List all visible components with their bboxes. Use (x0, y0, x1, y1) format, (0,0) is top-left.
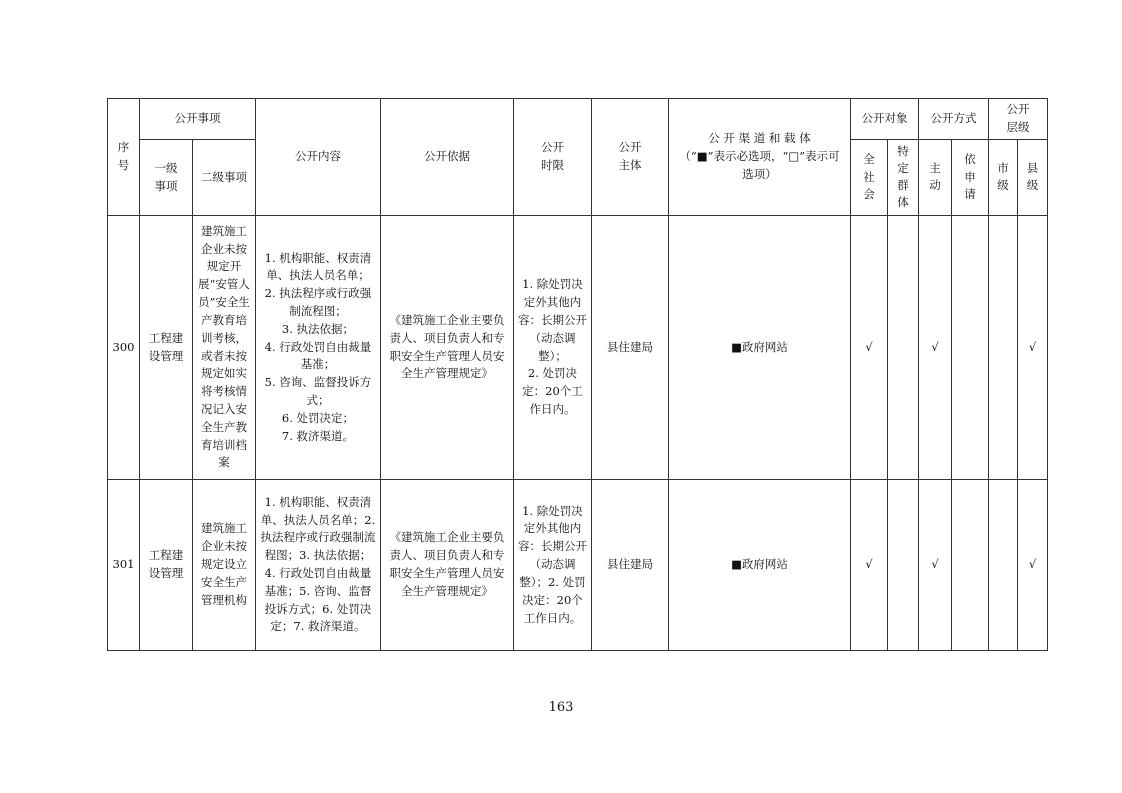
row-all-society: √ (851, 480, 888, 651)
header-row-1 (108, 99, 1048, 140)
header-items: 公开事项 (140, 99, 256, 140)
row-all-society: √ (851, 216, 888, 480)
header-content: 公开内容 (256, 99, 381, 216)
row-county: √ (1018, 480, 1048, 651)
row-basis: 《建筑施工企业主要负责人、项目负责人和专职安全生产管理人员安全生产管理规定》 (381, 480, 514, 651)
row-subject: 县住建局 (592, 216, 669, 480)
row-time-limit: 1. 除处罚决定外其他内容：长期公开（动态调整）；2. 处罚决定：20个工作日内。 (514, 480, 592, 651)
row-seq: 301 (108, 480, 140, 651)
row-channel: ■政府网站 (669, 480, 851, 651)
row-county: √ (1018, 216, 1048, 480)
row-active: √ (919, 216, 952, 480)
row-subject: 县住建局 (592, 480, 669, 651)
row-on-request (952, 480, 989, 651)
row-level1: 工程建设管理 (140, 216, 193, 480)
header-level2: 二级事项 (193, 140, 256, 216)
row-content: 1. 机构职能、权责清单、执法人员名单； 2. 执法程序或行政强制流程图； 3. 执法依据； 4. 行政处罚自由裁量基准； 5. 咨询、监督投诉方式； 6. 处罚决定； 7. 救济渠道。 (256, 216, 381, 480)
disclosure-table (107, 98, 1048, 651)
row-specific-group (888, 480, 919, 651)
header-channel: 公 开 渠 道 和 载 体 （“■”表示必选项，“□”表示可选项） (669, 99, 851, 216)
row-level2: 建筑施工企业未按规定设立安全生产管理机构 (193, 480, 256, 651)
header-level: 公开层级 (989, 99, 1048, 140)
header-target: 公开对象 (851, 99, 919, 140)
row-time-limit: 1. 除处罚决定外其他内容：长期公开（动态调整）； 2. 处罚决定：20个工作日内。 (514, 216, 592, 480)
header-method: 公开方式 (919, 99, 989, 140)
row-on-request (952, 216, 989, 480)
row-basis: 《建筑施工企业主要负责人、项目负责人和专职安全生产管理人员安全生产管理规定》 (381, 216, 514, 480)
row-specific-group (888, 216, 919, 480)
header-method-request: 依申请 (952, 140, 989, 216)
header-time-limit: 公开 时限 (514, 99, 592, 216)
header-level-county: 县级 (1018, 140, 1048, 216)
row-channel: ■政府网站 (669, 216, 851, 480)
row-city (989, 480, 1018, 651)
row-content: 1. 机构职能、权责清单、执法人员名单；2. 执法程序或行政强制流程图；3. 执法依据；4. 行政处罚自由裁量基准；5. 咨询、监督投诉方式；6. 处罚决定；7. 救济渠道。 (256, 480, 381, 651)
header-level-city: 市级 (989, 140, 1018, 216)
page-number: 163 (548, 700, 574, 715)
header-subject: 公开 主体 (592, 99, 669, 216)
header-target-group: 特定群体 (888, 140, 919, 216)
table-row (108, 480, 1048, 651)
row-city (989, 216, 1018, 480)
header-basis: 公开依据 (381, 99, 514, 216)
row-level1: 工程建设管理 (140, 480, 193, 651)
header-seq: 序号 (108, 99, 140, 216)
row-level2: 建筑施工企业未按规定开展“安管人员”安全生产教育培训考核，或者未按规定如实将考核情况记入安全生产教育培训档案 (193, 216, 256, 480)
row-active: √ (919, 480, 952, 651)
header-target-all: 全社会 (851, 140, 888, 216)
header-level1: 一级事项 (140, 140, 193, 216)
row-seq: 300 (108, 216, 140, 480)
table-row (108, 216, 1048, 480)
header-method-active: 主动 (919, 140, 952, 216)
